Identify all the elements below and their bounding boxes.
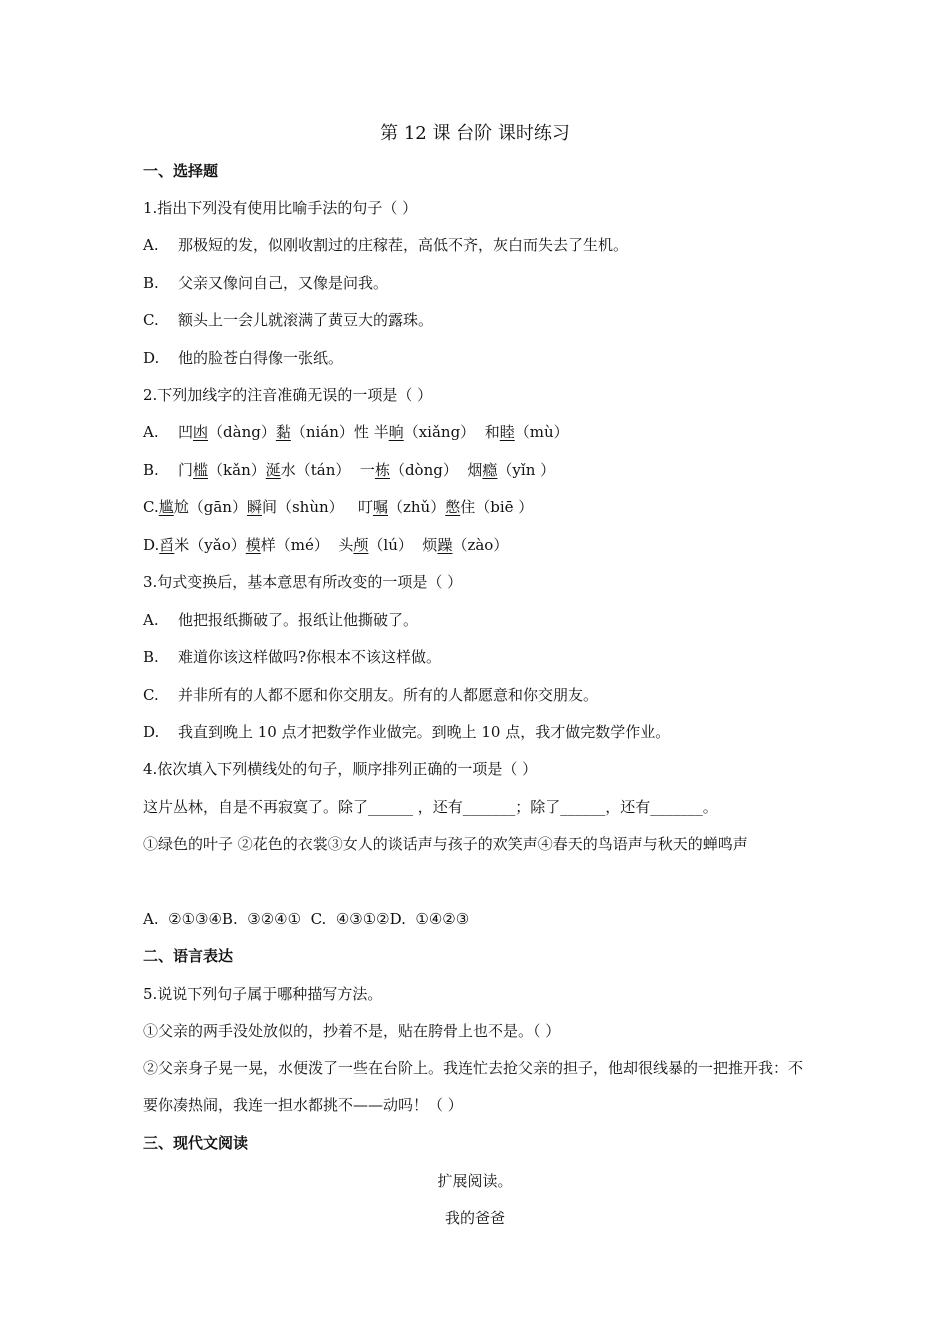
question-3-option-a xyxy=(143,609,813,631)
option-label: B. xyxy=(143,648,159,666)
question-1-option-c xyxy=(143,309,813,331)
underlined-char: 躁 xyxy=(437,536,453,554)
question-2-option-a: A. 凹凼（dàng）黏（nián）性 半晌（xiǎng） 和睦（mù） xyxy=(143,423,569,441)
section-heading-reading: 三、现代文阅读 xyxy=(143,1134,249,1152)
question-1-option-a xyxy=(143,234,813,256)
reading-intro: 扩展阅读。 xyxy=(437,1172,513,1190)
question-1-option-b xyxy=(143,272,813,294)
document-title: 第 12 课 台阶 课时练习 xyxy=(380,123,570,144)
option-label: D. xyxy=(143,536,160,554)
section-heading-language: 二、语言表达 xyxy=(143,947,234,965)
option-text: 难道你该这样做吗?你根本不该这样做。 xyxy=(178,648,442,666)
underlined-char: 晌 xyxy=(388,423,404,441)
option-label: C. xyxy=(143,686,159,704)
question-3-option-c xyxy=(143,684,813,706)
underlined-char: 嘱 xyxy=(372,498,388,516)
underlined-char: 颅 xyxy=(353,536,369,554)
question-5-item-2: ②父亲身子晃一晃，水便泼了一些在台阶上。我连忙去抢父亲的担子，他却很线暴的一把推开我：不要你凑热闹，我连一担水都挑不——动吗！（ ） xyxy=(143,1059,804,1114)
underlined-char: 舀 xyxy=(159,536,175,554)
underlined-char: 瘾 xyxy=(482,461,498,479)
question-4-options: A. ②①③④B. ③②④① C. ④③①②D. ①④②③ xyxy=(143,910,470,928)
option-label: D. xyxy=(143,723,160,741)
question-2-option-b: B. 门槛（kǎn）涎水（tán） 一栋（dòng） 烟瘾（yǐn ） xyxy=(143,461,556,479)
question-4-stem: 4.依次填入下列横线处的句子，顺序排列正确的一项是（ ） xyxy=(143,760,538,778)
question-4-sentence: 这片丛林，自是不再寂寞了。除了______ ，还有_______；除了______，还有_______。 xyxy=(143,798,718,816)
underlined-char: 涎 xyxy=(265,461,281,479)
underlined-char: 凼 xyxy=(193,423,209,441)
underlined-char: 憋 xyxy=(445,498,461,516)
question-3-option-b xyxy=(143,646,813,668)
underlined-char: 瞬 xyxy=(246,498,262,516)
option-label: D. xyxy=(143,349,160,367)
option-label: B. xyxy=(143,274,159,292)
underlined-char: 尴 xyxy=(158,498,174,516)
question-1-option-d xyxy=(143,347,813,369)
question-5-stem: 5.说说下列句子属于哪种描写方法。 xyxy=(143,985,383,1003)
option-label: A. xyxy=(143,611,159,629)
question-2-option-d: D.舀米（yǎo）模样（mé） 头颅（lú） 烦躁（zào） xyxy=(143,536,509,554)
option-text: 额头上一会儿就滚满了黄豆大的露珠。 xyxy=(178,311,434,329)
underlined-char: 槛 xyxy=(193,461,209,479)
option-text: 并非所有的人都不愿和你交朋友。所有的人都愿意和你交朋友。 xyxy=(178,686,599,704)
option-text: 那极短的发，似刚收割过的庄稼茬，高低不齐，灰白而失去了生机。 xyxy=(178,236,629,254)
option-text: 父亲又像问自己，又像是问我。 xyxy=(178,274,389,292)
question-3-stem: 3.句式变换后，基本意思有所改变的一项是（ ） xyxy=(143,573,463,591)
question-2-option-c: C.尴尬（gān）瞬间（shùn） 叮嘱（zhǔ）憋住（biē ） xyxy=(143,498,534,516)
underlined-char: 黏 xyxy=(275,423,291,441)
option-label: C. xyxy=(143,498,159,516)
question-3-option-d xyxy=(143,721,813,743)
question-4-choices: ①绿色的叶子 ②花色的衣裳③女人的谈话声与孩子的欢笑声④春天的鸟语声与秋天的蝉鸣声 xyxy=(143,835,748,853)
question-1-stem: 1.指出下列没有使用比喻手法的句子（ ） xyxy=(143,199,418,217)
option-label: A. xyxy=(143,423,159,441)
option-text: 我直到晚上 10 点才把数学作业做完。到晚上 10 点，我才做完数学作业。 xyxy=(178,723,671,741)
underlined-char: 栋 xyxy=(374,461,390,479)
reading-title: 我的爸爸 xyxy=(444,1209,505,1227)
section-heading-choice: 一、选择题 xyxy=(143,162,219,180)
option-text: 他的脸苍白得像一张纸。 xyxy=(178,349,344,367)
option-text: 他把报纸撕破了。报纸让他撕破了。 xyxy=(178,611,419,629)
question-5-item-1: ①父亲的两手没处放似的，抄着不是，贴在胯骨上也不是。（ ） xyxy=(143,1022,561,1040)
option-label: A. xyxy=(143,236,159,254)
option-label: C. xyxy=(143,311,159,329)
option-label: B. xyxy=(143,461,159,479)
question-2-stem: 2.下列加线字的注音准确无误的一项是（ ） xyxy=(143,386,433,404)
underlined-char: 模 xyxy=(245,536,261,554)
underlined-char: 睦 xyxy=(499,423,515,441)
